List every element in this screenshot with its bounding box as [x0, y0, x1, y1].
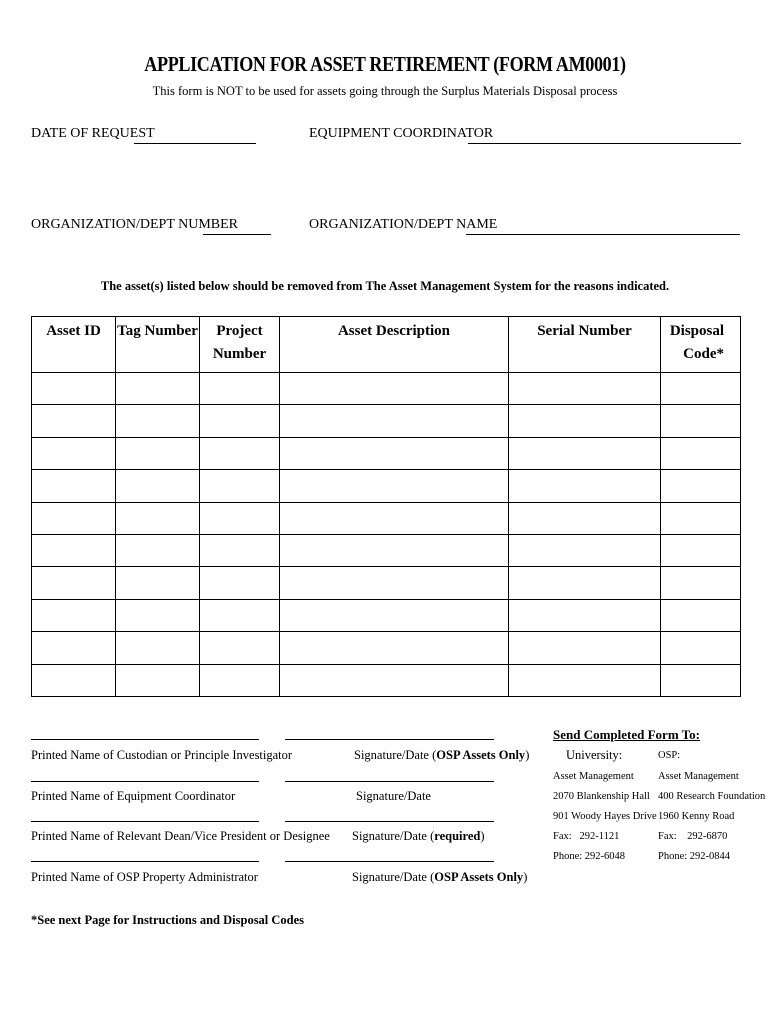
cell-serial-number[interactable]	[509, 373, 661, 405]
cell-asset-id[interactable]	[32, 405, 116, 437]
cell-asset-description[interactable]	[280, 502, 509, 534]
dean-sig-prefix: Signature/Date (	[352, 829, 435, 843]
dean-sig-bold: required	[434, 829, 481, 843]
equipment-coordinator-signature-label: Signature/Date	[356, 789, 431, 803]
col-header-disposal-code	[661, 317, 741, 373]
org-dept-number-label: ORGANIZATION/DEPT NUMBER	[31, 217, 239, 232]
osp-address-line2: 400 Research Foundation	[658, 791, 766, 802]
cell-serial-number[interactable]	[509, 632, 661, 664]
cell-asset-id[interactable]	[32, 502, 116, 534]
cell-tag-number[interactable]	[116, 632, 200, 664]
cell-tag-number[interactable]	[116, 405, 200, 437]
cell-tag-number[interactable]	[116, 599, 200, 631]
custodian-name-line[interactable]	[31, 739, 259, 740]
col-header-asset-description	[280, 317, 509, 373]
col-header-disposal-line1: Disposal	[669, 323, 724, 339]
osp-admin-sig-suffix: )	[523, 870, 528, 884]
custodian-signature-label	[354, 748, 529, 763]
col-header-asset-description-label: Asset Description	[337, 323, 451, 339]
university-address-line2: 2070 Blankenship Hall	[553, 791, 650, 802]
cell-tag-number[interactable]	[116, 373, 200, 405]
table-row	[32, 405, 741, 437]
cell-serial-number[interactable]	[509, 437, 661, 469]
dean-sig-suffix: )	[480, 829, 485, 843]
cell-serial-number[interactable]	[509, 405, 661, 437]
university-label: University:	[566, 748, 623, 762]
equipment-coordinator-field[interactable]	[468, 143, 741, 144]
cell-asset-id[interactable]	[32, 437, 116, 469]
university-address-line3: 901 Woody Hayes Drive	[553, 811, 657, 822]
cell-asset-description[interactable]	[280, 437, 509, 469]
col-header-tag-number-label: Tag Number	[117, 323, 198, 339]
org-dept-name-label: ORGANIZATION/DEPT NAME	[309, 217, 498, 232]
equipment-coordinator-label: EQUIPMENT COORDINATOR	[309, 126, 494, 141]
cell-asset-description[interactable]	[280, 373, 509, 405]
cell-disposal-code[interactable]	[661, 502, 741, 534]
equipment-coordinator-name-label: Printed Name of Equipment Coordinator	[31, 789, 236, 803]
cell-tag-number[interactable]	[116, 664, 200, 696]
cell-asset-id[interactable]	[32, 632, 116, 664]
osp-phone: Phone: 292-0844	[658, 851, 731, 862]
cell-asset-id[interactable]	[32, 470, 116, 502]
cell-serial-number[interactable]	[509, 567, 661, 599]
cell-serial-number[interactable]	[509, 664, 661, 696]
osp-admin-name-label: Printed Name of OSP Property Administrator	[31, 870, 258, 884]
cell-asset-description[interactable]	[280, 599, 509, 631]
cell-project-number[interactable]	[200, 437, 280, 469]
osp-admin-signature-line[interactable]	[285, 861, 494, 862]
cell-disposal-code[interactable]	[661, 599, 741, 631]
table-row	[32, 632, 741, 664]
osp-label: OSP:	[658, 750, 681, 761]
cell-tag-number[interactable]	[116, 567, 200, 599]
org-dept-number-field[interactable]	[203, 234, 271, 235]
cell-project-number[interactable]	[200, 373, 280, 405]
col-header-project-number	[200, 317, 280, 373]
col-header-project-line2: Number	[212, 346, 267, 362]
custodian-signature-line[interactable]	[285, 739, 494, 740]
cell-disposal-code[interactable]	[661, 632, 741, 664]
dean-name-label: Printed Name of Relevant Dean/Vice President or Designee	[31, 829, 330, 843]
osp-admin-sig-prefix: Signature/Date (	[352, 870, 435, 884]
cell-project-number[interactable]	[200, 599, 280, 631]
cell-disposal-code[interactable]	[661, 437, 741, 469]
dean-signature-line[interactable]	[285, 821, 494, 822]
cell-asset-id[interactable]	[32, 567, 116, 599]
cell-asset-id[interactable]	[32, 599, 116, 631]
equipment-coordinator-name-line[interactable]	[31, 781, 259, 782]
table-row	[32, 599, 741, 631]
col-header-disposal-line2: Code*	[683, 346, 724, 362]
cell-serial-number[interactable]	[509, 502, 661, 534]
custodian-sig-prefix: Signature/Date (	[354, 748, 437, 762]
date-of-request-label: DATE OF REQUEST	[31, 126, 155, 141]
cell-asset-description[interactable]	[280, 632, 509, 664]
cell-asset-description[interactable]	[280, 664, 509, 696]
cell-serial-number[interactable]	[509, 599, 661, 631]
col-header-asset-id-label: Asset ID	[46, 323, 101, 339]
cell-project-number[interactable]	[200, 534, 280, 566]
cell-asset-description[interactable]	[280, 567, 509, 599]
cell-disposal-code[interactable]	[661, 405, 741, 437]
cell-project-number[interactable]	[200, 405, 280, 437]
cell-disposal-code[interactable]	[661, 470, 741, 502]
asset-table-header	[32, 317, 741, 373]
custodian-sig-bold: OSP Assets Only	[436, 748, 526, 762]
cell-tag-number[interactable]	[116, 502, 200, 534]
col-header-project-line1: Project	[216, 323, 263, 339]
cell-asset-description[interactable]	[280, 405, 509, 437]
send-to-heading: Send Completed Form To:	[553, 727, 700, 742]
osp-fax: Fax: 292-6870	[658, 831, 728, 842]
university-phone: Phone: 292-6048	[553, 851, 626, 862]
col-header-serial-number	[509, 317, 661, 373]
cell-tag-number[interactable]	[116, 470, 200, 502]
table-row	[32, 470, 741, 502]
cell-disposal-code[interactable]	[661, 664, 741, 696]
table-row	[32, 437, 741, 469]
cell-serial-number[interactable]	[509, 470, 661, 502]
cell-project-number[interactable]	[200, 470, 280, 502]
table-row	[32, 534, 741, 566]
cell-asset-description[interactable]	[280, 470, 509, 502]
equipment-coordinator-signature-line[interactable]	[285, 781, 494, 782]
cell-disposal-code[interactable]	[661, 373, 741, 405]
custodian-name-label: Printed Name of Custodian or Principle Investigator	[31, 748, 293, 762]
form-title: APPLICATION FOR ASSET RETIREMENT (FORM AM0001)	[144, 52, 626, 76]
osp-admin-name-line[interactable]	[31, 861, 259, 862]
col-header-asset-id	[32, 317, 116, 373]
cell-disposal-code[interactable]	[661, 534, 741, 566]
osp-admin-sig-bold: OSP Assets Only	[434, 870, 524, 884]
org-dept-name-field[interactable]	[466, 234, 740, 235]
col-header-tag-number	[116, 317, 200, 373]
cell-disposal-code[interactable]	[661, 567, 741, 599]
cell-asset-description[interactable]	[280, 534, 509, 566]
form-subtitle: This form is NOT to be used for assets going through the Surplus Materials Disposal process	[152, 84, 618, 98]
col-header-serial-number-label: Serial Number	[537, 323, 632, 339]
cell-asset-id[interactable]	[32, 664, 116, 696]
cell-asset-id[interactable]	[32, 373, 116, 405]
university-address-line1: Asset Management	[553, 771, 634, 782]
date-of-request-field[interactable]	[134, 143, 256, 144]
cell-tag-number[interactable]	[116, 534, 200, 566]
osp-address-line1: Asset Management	[658, 771, 739, 782]
cell-project-number[interactable]	[200, 567, 280, 599]
custodian-sig-suffix: )	[525, 748, 530, 762]
dean-name-line[interactable]	[31, 821, 259, 822]
table-row	[32, 567, 741, 599]
table-row	[32, 502, 741, 534]
asset-table	[31, 316, 741, 697]
cell-serial-number[interactable]	[509, 534, 661, 566]
cell-project-number[interactable]	[200, 632, 280, 664]
cell-asset-id[interactable]	[32, 534, 116, 566]
osp-address-line3: 1960 Kenny Road	[658, 811, 735, 822]
cell-project-number[interactable]	[200, 664, 280, 696]
dean-signature-label	[352, 829, 485, 844]
osp-admin-signature-label	[352, 870, 527, 885]
table-row	[32, 664, 741, 696]
instructions-text: The asset(s) listed below should be removed from The Asset Management System for the reasons indicated.	[100, 279, 670, 293]
cell-tag-number[interactable]	[116, 437, 200, 469]
table-row	[32, 373, 741, 405]
cell-project-number[interactable]	[200, 502, 280, 534]
footnote-disposal-codes: *See next Page for Instructions and Disposal Codes	[31, 913, 305, 927]
university-fax: Fax: 292-1121	[553, 831, 620, 842]
